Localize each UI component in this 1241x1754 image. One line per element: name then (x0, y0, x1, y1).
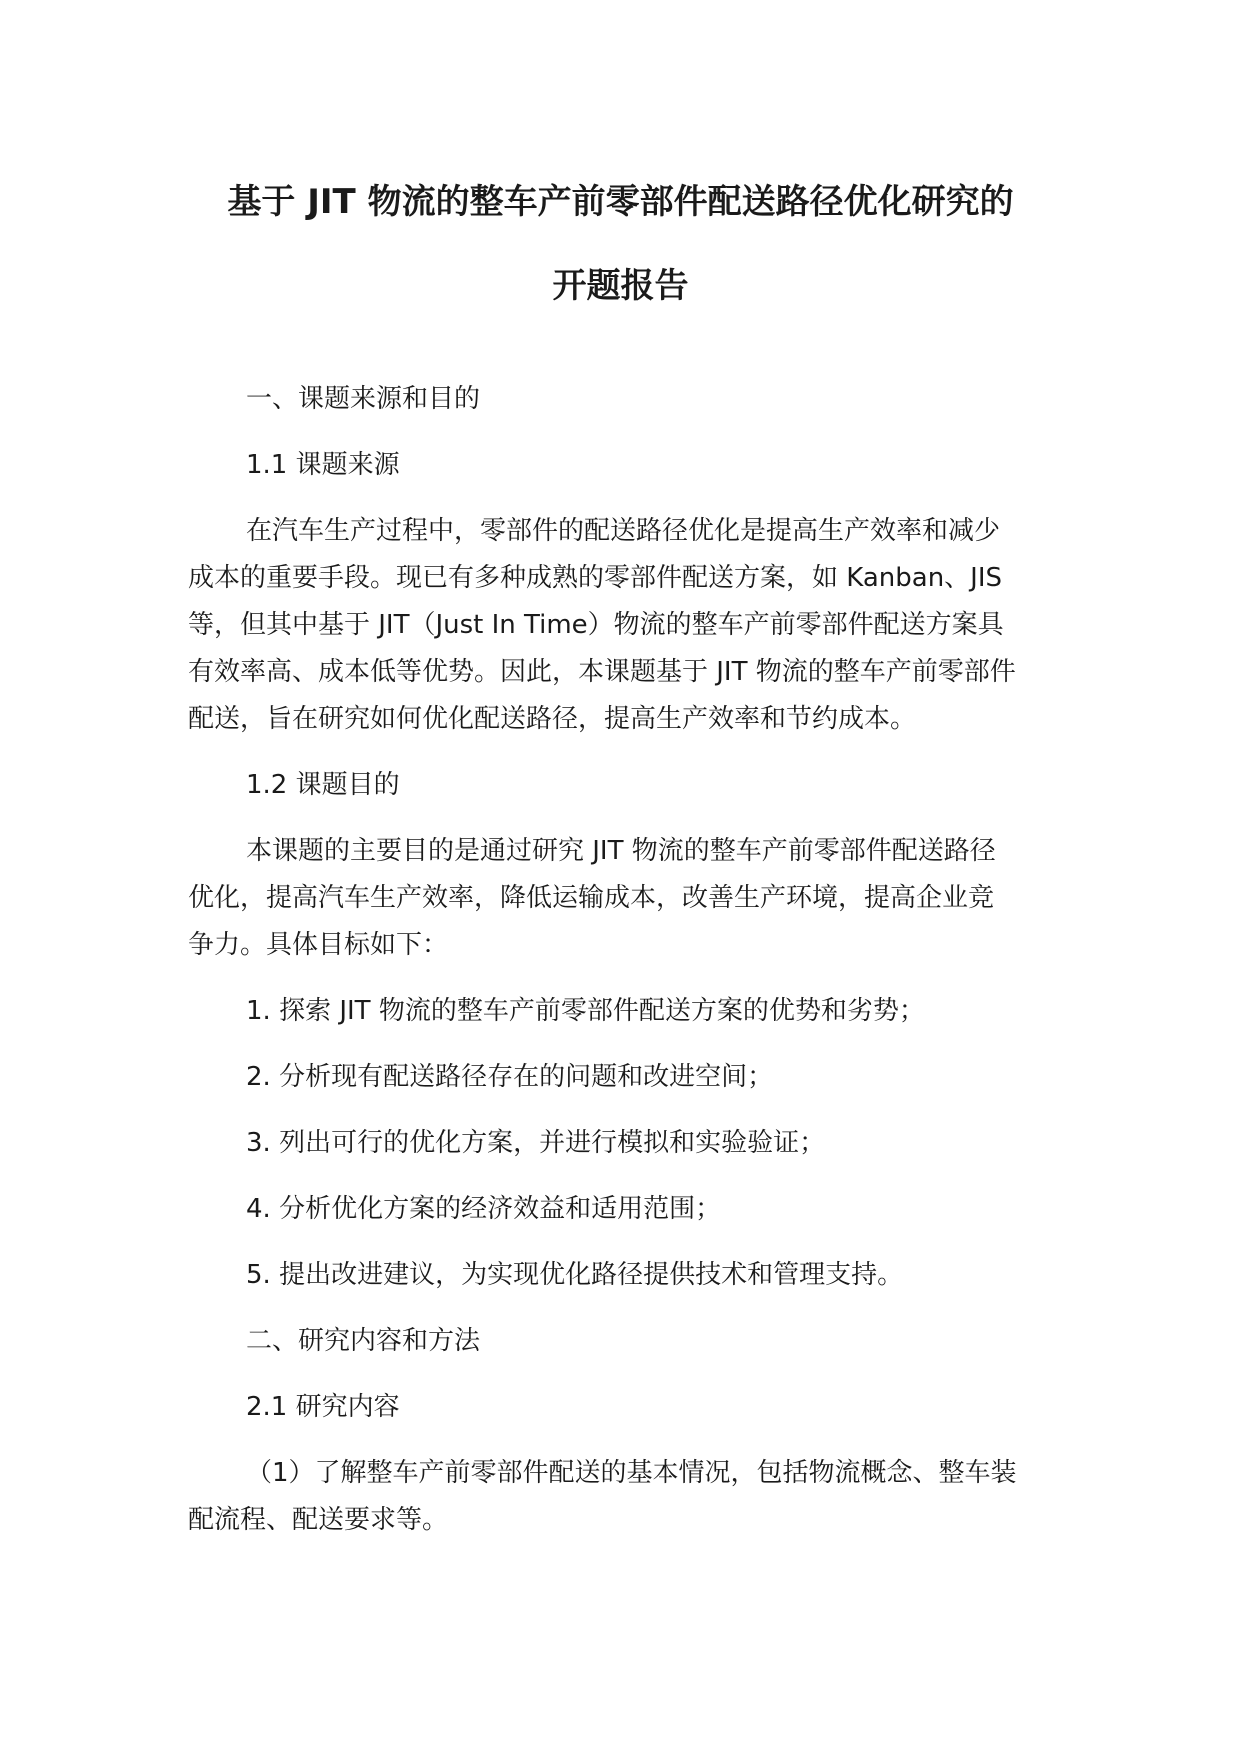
subsection-heading-1-1: 1.1 课题来源 (246, 450, 400, 480)
paragraph-line: 配流程、配送要求等。 (188, 1505, 449, 1535)
paragraph-line: 争力。具体目标如下： (188, 930, 449, 960)
list-item: 2. 分析现有配送路径存在的问题和改进空间； (246, 1062, 774, 1092)
paragraph-line: 配送，旨在研究如何优化配送路径，提高生产效率和节约成本。 (188, 704, 917, 734)
title-line-2: 开题报告 (552, 266, 689, 306)
paragraph-line: 优化，提高汽车生产效率，降低运输成本，改善生产环境，提高企业竞 (188, 883, 995, 913)
list-item: 4. 分析优化方案的经济效益和适用范围； (246, 1194, 722, 1224)
subsection-heading-1-2: 1.2 课题目的 (246, 770, 400, 800)
section-heading-2: 二、研究内容和方法 (246, 1326, 481, 1356)
subsection-heading-2-1: 2.1 研究内容 (246, 1392, 400, 1422)
section-heading-1: 一、课题来源和目的 (246, 384, 481, 414)
list-item: 5. 提出改进建议，为实现优化路径提供技术和管理支持。 (246, 1260, 904, 1290)
paragraph-line: 等，但其中基于 JIT（Just In Time）物流的整车产前零部件配送方案具 (188, 610, 1004, 640)
title-line-1: 基于 JIT 物流的整车产前零部件配送路径优化研究的 (227, 182, 1014, 222)
paragraph-line: 在汽车生产过程中，零部件的配送路径优化是提高生产效率和减少 (246, 516, 1001, 546)
list-item: 3. 列出可行的优化方案，并进行模拟和实验验证； (246, 1128, 826, 1158)
paragraph-line: 有效率高、成本低等优势。因此，本课题基于 JIT 物流的整车产前零部件 (188, 657, 1016, 687)
paragraph-line: 成本的重要手段。现已有多种成熟的零部件配送方案，如 Kanban、JIS (188, 563, 1003, 593)
list-item: 1. 探索 JIT 物流的整车产前零部件配送方案的优势和劣势； (246, 996, 925, 1026)
paragraph-line: （1）了解整车产前零部件配送的基本情况，包括物流概念、整车装 (246, 1458, 1017, 1488)
paragraph-line: 本课题的主要目的是通过研究 JIT 物流的整车产前零部件配送路径 (246, 836, 996, 866)
